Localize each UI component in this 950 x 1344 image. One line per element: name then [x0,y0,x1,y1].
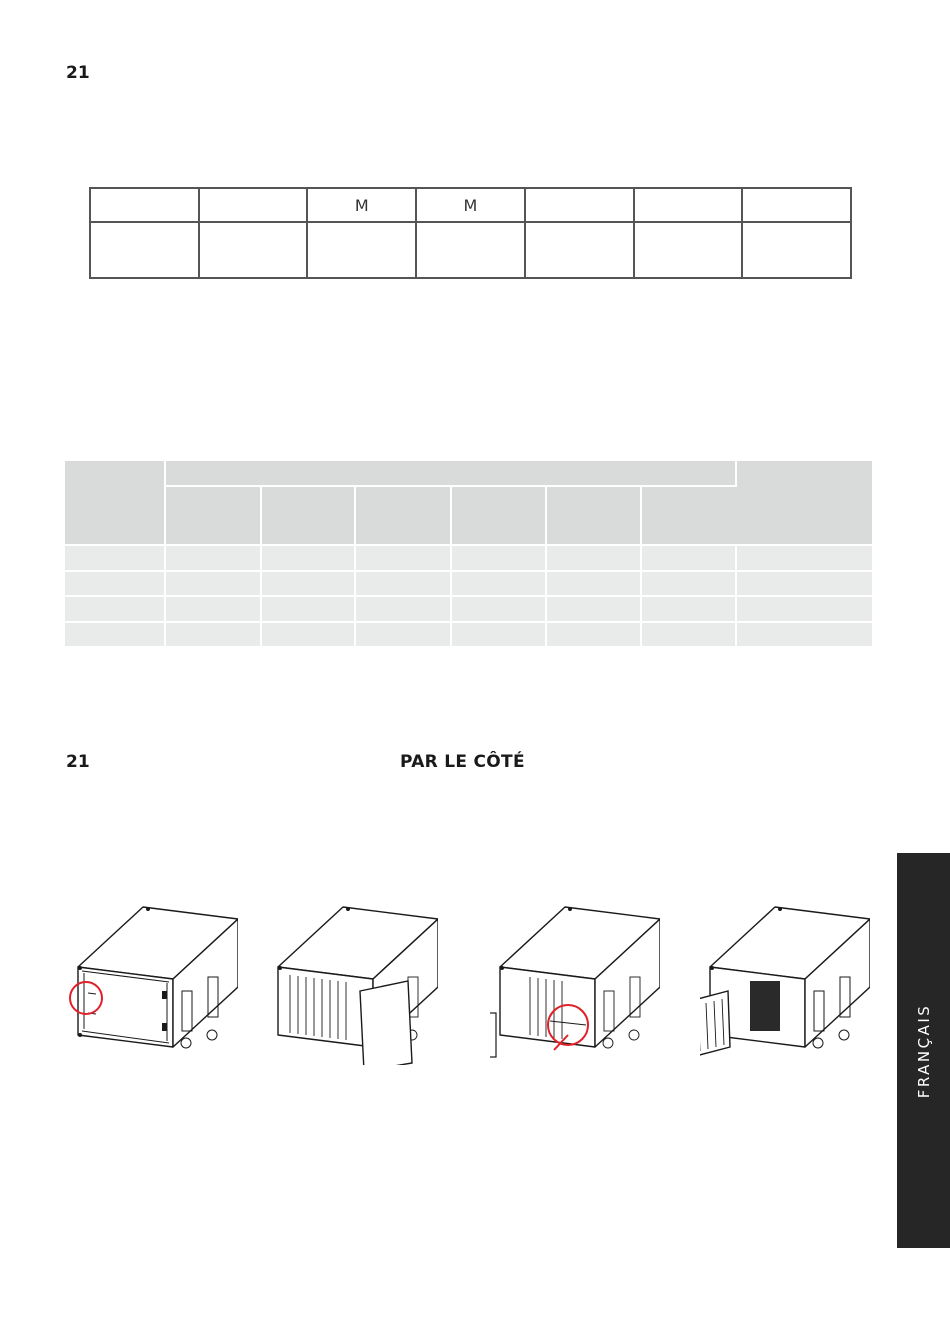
table1-cell [634,188,743,222]
table2-header-cell [65,461,166,546]
table-row [65,597,872,622]
table2-header-cell [737,461,872,546]
language-side-tab [897,853,950,1248]
table1-cell [742,222,851,278]
table2-subheader-cell [642,487,737,546]
table1-cell [307,222,416,278]
table2-subheader-cell [452,487,547,546]
table1-cell [525,188,634,222]
figure-unit-door-open [268,895,438,1065]
table-row [65,572,872,597]
table2-subheader-cell [166,487,262,546]
table1-cell [90,188,199,222]
table1-cell: M [307,188,416,222]
section-title-2: PAR LE CÔTÉ [400,752,525,772]
figure-unit-filter-removal [700,895,870,1065]
table1-cell [525,222,634,278]
table1-cell: M [416,188,525,222]
table1-cell [199,188,308,222]
table1-cell [634,222,743,278]
figure-unit-door-closed [68,895,238,1065]
figure-unit-filter-clip [490,895,660,1065]
table-row [65,546,872,571]
language-label: FRANÇAIS [914,1003,933,1098]
table2-group-header [166,461,737,487]
section-number-2: 21 [66,752,90,772]
filter-clip-part [490,1013,496,1057]
dark-filter-slot [750,981,780,1031]
section-number-1: 21 [66,63,90,83]
spec-table-outlined [89,187,852,279]
table2-subheader-cell [356,487,452,546]
table1-cell [416,222,525,278]
table1-cell [90,222,199,278]
open-door-panel [360,981,412,1065]
table-row [65,623,872,646]
table2-subheader-cell [547,487,642,546]
table2-subheader-cell [262,487,356,546]
spec-table-grey [65,461,872,646]
table1-cell [199,222,308,278]
table1-cell [742,188,851,222]
